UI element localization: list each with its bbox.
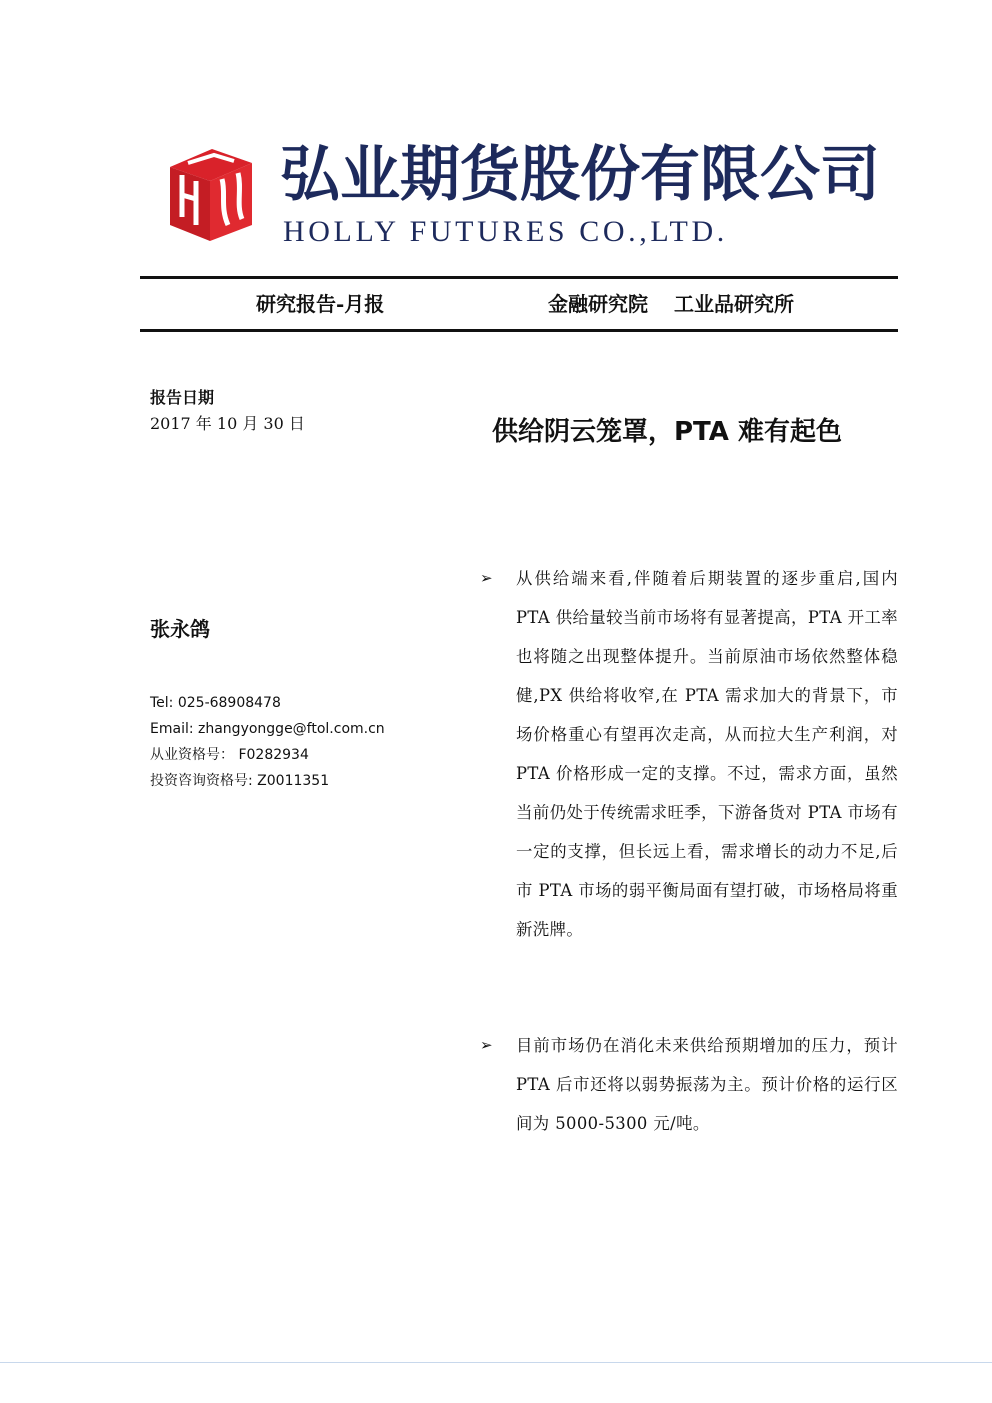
summary-bullet-text: 从供给端来看,伴随着后期装置的逐步重启,国内 PTA 供给量较当前市场将有显著提高，PTA 开工率也将随之出现整体提升。当前原油市场依然整体稳健,PX 供给将收窄,在 PTA 需求加大的背景下，市场价格重心有望再次走高，从而拉大生产利润，对 PTA 价格形成一定的支撑。不过，需求方面，虽然当前仍处于传统需求旺季，下游备货对 PTA 市场有一定的支撑，但长远上看，需求增长的动力不足,后市 PTA 市场的弱平衡局面有望打破，市场格局将重新洗牌。 [516, 569, 898, 939]
contact-email: Email: zhangyongge@ftol.com.cn [150, 721, 385, 737]
summary-bullet [480, 1026, 900, 1143]
header-top-rule [140, 276, 898, 279]
date-value: 2017 年 10 月 30 日 [150, 414, 305, 433]
date-label: 报告日期 [150, 388, 215, 407]
summary-bullet [480, 559, 900, 949]
author-name: 张永鸽 [150, 617, 210, 641]
contact-phone: Tel: 025-68908478 [150, 695, 281, 711]
department-name: 工业品研究所 [674, 292, 794, 316]
report-source [548, 290, 794, 318]
contact-advisory-license: 投资咨询资格号: Z0011351 [150, 773, 330, 789]
company-logo-icon [168, 145, 254, 243]
report-title: 供给阴云笼罩，PTA 难有起色 [492, 417, 842, 447]
arrow-bullet-icon: ➢ [480, 1036, 493, 1054]
contact-license: 从业资格号： F0282934 [150, 747, 309, 763]
company-name-en: HOLLY FUTURES CO.,LTD. [283, 215, 728, 248]
report-type: 研究报告-月报 [256, 292, 385, 316]
footer-rule [0, 1362, 992, 1363]
institute-name: 金融研究院 [548, 292, 648, 316]
company-name-cn: 弘业期货股份有限公司 [280, 140, 880, 210]
contact-info [150, 690, 385, 794]
header-bottom-rule [140, 329, 898, 332]
summary-bullet-text: 目前市场仍在消化未来供给预期增加的压力，预计 PTA 后市还将以弱势振荡为主。预计价格的运行区间为 5000-5300 元/吨。 [516, 1036, 898, 1133]
arrow-bullet-icon: ➢ [480, 569, 493, 587]
